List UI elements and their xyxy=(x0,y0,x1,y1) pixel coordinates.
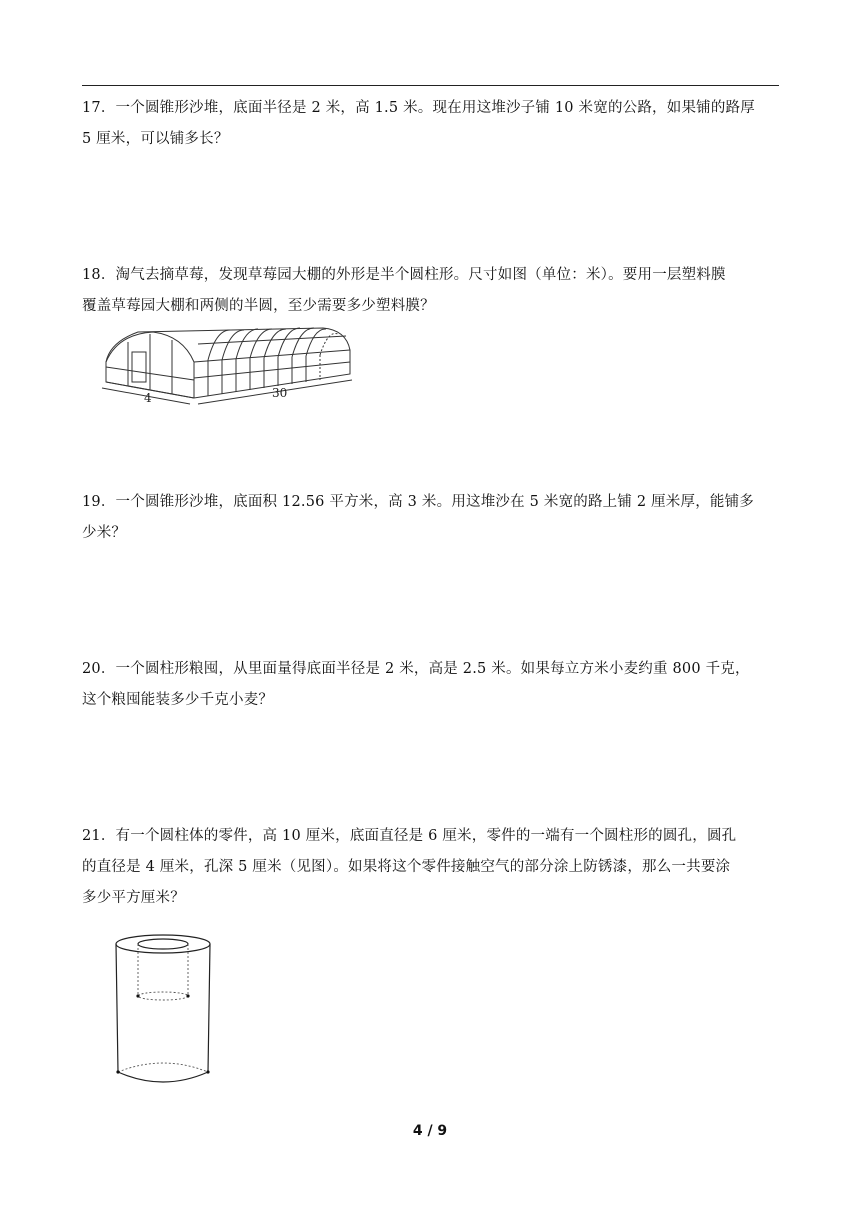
page-indicator: 4 / 9 xyxy=(412,1123,448,1139)
question-17-line-2: 5 厘米，可以铺多长？ xyxy=(82,131,229,147)
question-19-line-2: 少米？ xyxy=(82,525,127,541)
greenhouse-width-label: 4 xyxy=(144,391,152,405)
question-21 xyxy=(82,821,782,914)
question-19-line-1: 19．一个圆锥形沙堆，底面积 12.56 平方米，高 3 米。用这堆沙在 5 米宽的路上铺 2 厘米厚，能铺多 xyxy=(82,494,755,510)
question-17-line-1: 17．一个圆锥形沙堆，底面半径是 2 米，高 1.5 米。现在用这堆沙子铺 10 米宽的公路，如果铺的路厚 xyxy=(82,100,755,116)
question-20 xyxy=(82,654,782,716)
cylinder-part-figure xyxy=(108,930,218,1085)
question-19 xyxy=(82,487,782,549)
question-21-line-3: 多少平方厘米？ xyxy=(82,890,185,906)
question-20-line-2: 这个粮囤能装多少千克小麦？ xyxy=(82,692,274,708)
question-18-line-1: 18．淘气去摘草莓，发现草莓园大棚的外形是半个圆柱形。尺寸如图（单位：米）。要用一层塑料膜 xyxy=(82,267,726,283)
question-21-line-2: 的直径是 4 厘米，孔深 5 厘米（见图）。如果将这个零件接触空气的部分涂上防锈漆，那么一共要涂 xyxy=(82,859,731,875)
question-20-line-1: 20．一个圆柱形粮囤，从里面量得底面半径是 2 米，高是 2.5 米。如果每立方米小麦约重 800 千克， xyxy=(82,661,750,677)
question-18 xyxy=(82,260,782,322)
greenhouse-length-label: 30 xyxy=(272,386,288,400)
question-17 xyxy=(82,93,782,155)
greenhouse-figure xyxy=(98,322,356,410)
question-18-line-2: 覆盖草莓园大棚和两侧的半圆，至少需要多少塑料膜？ xyxy=(82,298,435,314)
header-rule xyxy=(82,85,779,86)
question-21-line-1: 21．有一个圆柱体的零件，高 10 厘米，底面直径是 6 厘米，零件的一端有一个圆柱形的圆孔，圆孔 xyxy=(82,828,737,844)
